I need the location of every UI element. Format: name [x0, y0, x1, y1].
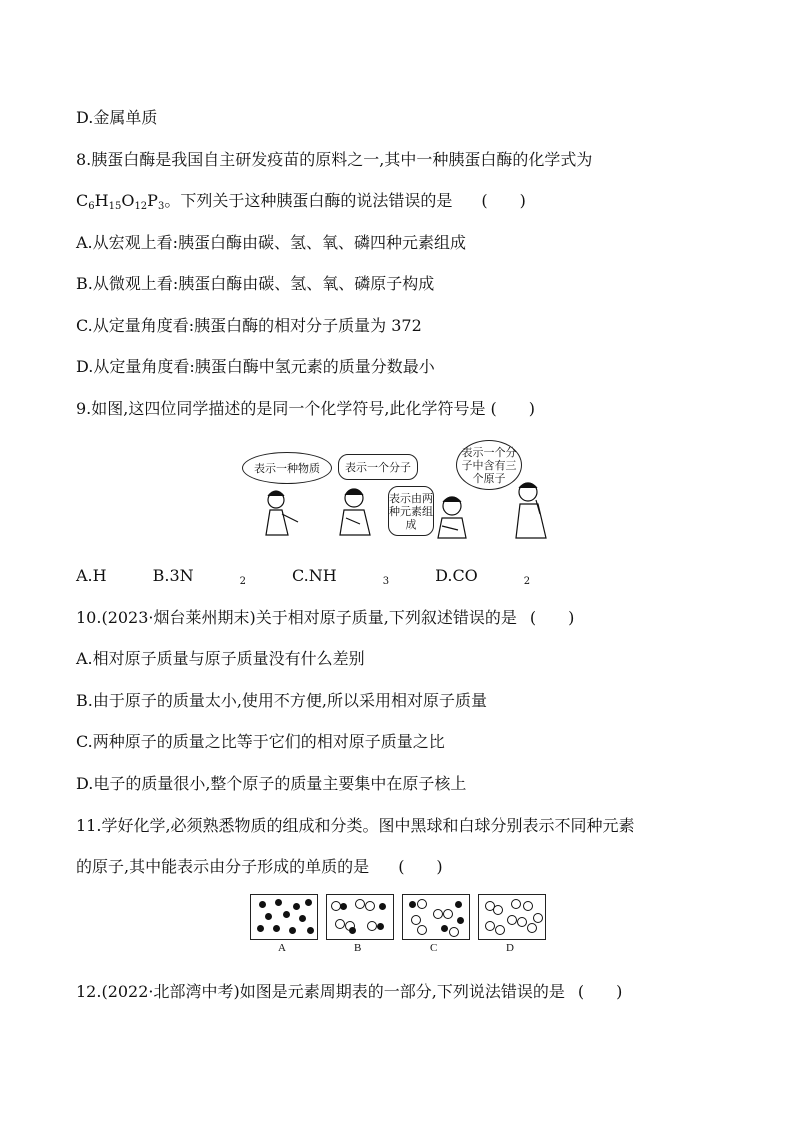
speech-bubble-4: 表示一个分子中含有三个原子	[456, 440, 522, 490]
particle-boxes-figure	[250, 894, 546, 956]
q11-stem-line2: 的原子,其中能表示由分子形成的单质的是 ( )	[76, 857, 443, 876]
particle-box-d	[478, 894, 546, 940]
q12-stem: 12.(2022·北部湾中考)如图是元素周期表的一部分,下列说法错误的是 ( )	[76, 982, 623, 1001]
student-boy-1	[340, 489, 370, 535]
q8-option-b: B.从微观上看:胰蛋白酶由碳、氢、氧、磷原子构成	[76, 274, 435, 293]
q8-stem-line1: 8.胰蛋白酶是我国自主研发疫苗的原料之一,其中一种胰蛋白酶的化学式为	[76, 150, 593, 169]
student-boy-3	[438, 497, 466, 538]
q8-formula: $C_6H_{15}O_{12}P_3$	[76, 191, 165, 212]
q9-options	[76, 566, 576, 586]
particle-box-b	[326, 894, 394, 940]
q9-option-a: A.H	[76, 566, 107, 585]
particle-box-a	[250, 894, 318, 940]
q10-option-d: D.电子的质量很小,整个原子的质量主要集中在原子核上	[76, 774, 467, 793]
particle-box-c	[402, 894, 470, 940]
speech-bubble-3: 表示由两种元素组成	[388, 486, 434, 536]
q7-option-d: D.金属单质	[76, 108, 158, 127]
q8-stem-line2: $C_6H_{15}O_{12}P_3$。下列关于这种胰蛋白酶的说法错误的是 ( )	[76, 191, 526, 212]
speech-bubble-2: 表示一个分子	[338, 454, 418, 480]
box-label-a: A	[278, 942, 286, 954]
student-drawings	[236, 440, 556, 540]
q9-option-c: C.NH $_3$	[292, 566, 390, 587]
q8-option-a: A.从宏观上看:胰蛋白酶由碳、氢、氧、磷四种元素组成	[76, 233, 467, 252]
answer-blank[interactable]: ( )	[529, 608, 575, 627]
box-label-c: C	[430, 942, 438, 954]
q9-option-b: B.3N $_2$	[152, 566, 246, 587]
student-boy-4	[516, 483, 546, 538]
q8-option-c: C.从定量角度看:胰蛋白酶的相对分子质量为 372	[76, 316, 422, 335]
student-girl	[266, 491, 298, 535]
answer-blank[interactable]: ( )	[490, 399, 536, 418]
q8-option-d: D.从定量角度看:胰蛋白酶中氢元素的质量分数最小	[76, 357, 435, 376]
students-figure	[236, 440, 556, 540]
q10-option-b: B.由于原子的质量太小,使用不方便,所以采用相对原子质量	[76, 691, 488, 710]
q10-stem: 10.(2023·烟台莱州期末)关于相对原子质量,下列叙述错误的是 ( )	[76, 608, 575, 627]
q10-option-c: C.两种原子的质量之比等于它们的相对原子质量之比	[76, 732, 445, 751]
q11-stem-line1: 11.学好化学,必须熟悉物质的组成和分类。图中黑球和白球分别表示不同种元素	[76, 816, 635, 835]
answer-blank[interactable]: ( )	[398, 857, 443, 876]
box-label-d: D	[506, 942, 514, 954]
box-label-b: B	[354, 942, 362, 954]
q9-stem: 9.如图,这四位同学描述的是同一个化学符号,此化学符号是 ( )	[76, 399, 536, 418]
q9-option-d: D.CO $_2$	[435, 566, 531, 587]
answer-blank[interactable]: ( )	[577, 982, 623, 1001]
q10-option-a: A.相对原子质量与原子质量没有什么差别	[76, 649, 365, 668]
speech-bubble-1: 表示一种物质	[242, 452, 332, 484]
answer-blank[interactable]: ( )	[481, 191, 526, 210]
